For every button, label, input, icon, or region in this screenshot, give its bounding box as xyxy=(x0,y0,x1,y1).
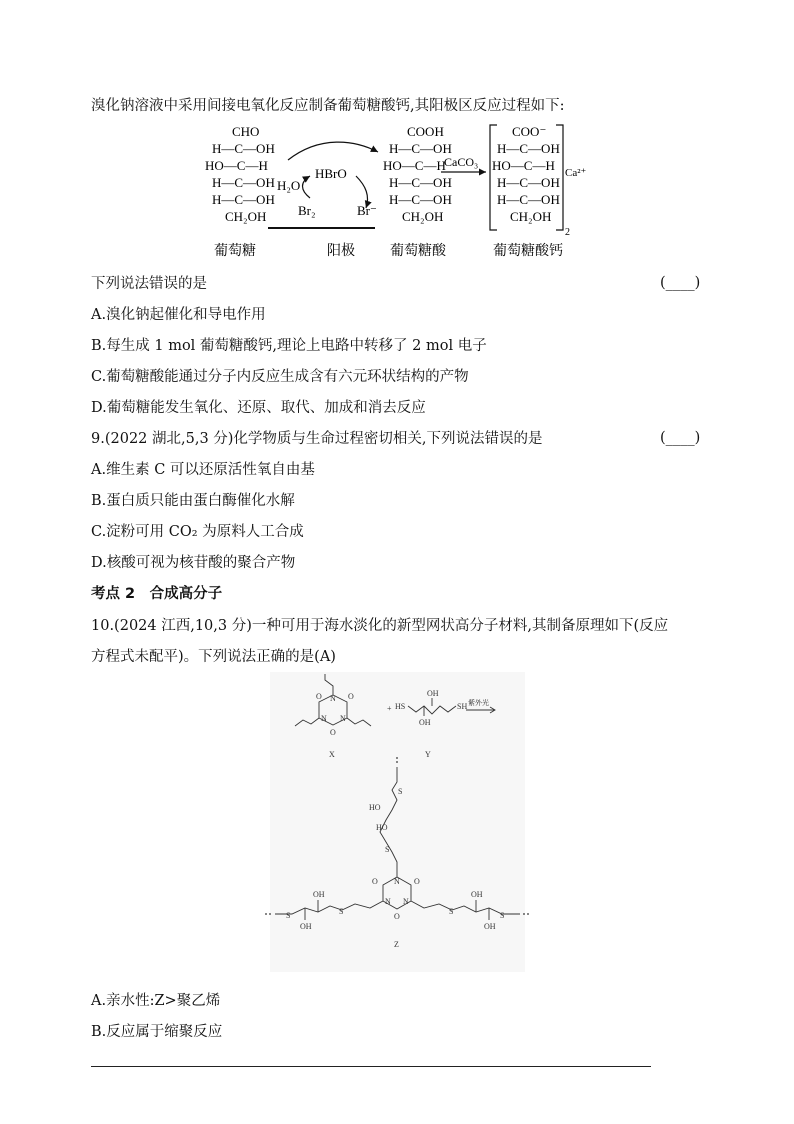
q10-stem-line-2: 方程式未配平)。下列说法正确的是(A) xyxy=(91,649,336,665)
chain-dot xyxy=(523,913,525,915)
glucose-row-2: H—C—OH xyxy=(212,141,275,156)
glucose-row-6: CH₂OH xyxy=(225,209,267,224)
cycle-arrow-left xyxy=(303,176,311,198)
z-left-oh-top-text: OH xyxy=(313,890,325,899)
z-label: Z xyxy=(394,940,399,949)
q9-option-c: C.淀粉可用 CO₂ 为原料人工合成 xyxy=(91,524,304,540)
q9-stem: 9.(2022 湖北,5,3 分)化学物质与生命过程密切相关,下列说法错误的是 xyxy=(91,431,543,447)
z-ho-1: HO xyxy=(369,803,381,812)
q8-answer-blank: (____) xyxy=(660,275,701,291)
acid-label: 葡萄糖酸 xyxy=(390,244,446,259)
acid-row-3: HO—C—H xyxy=(383,158,446,173)
salt-row-6: CH₂OH xyxy=(510,209,552,224)
glucose-label: 葡萄糖 xyxy=(214,244,256,259)
acid-row-5: H—C—OH xyxy=(389,192,452,207)
br-minus-text: Br⁻ xyxy=(357,203,377,218)
z-s-left-inner: S xyxy=(339,907,344,916)
z-ring-n-top: N xyxy=(394,877,400,886)
calcium-gluconate-structure xyxy=(490,124,587,259)
salt-row-4: H—C—OH xyxy=(497,175,560,190)
left-bracket xyxy=(490,125,497,230)
q8-option-c: C.葡萄糖酸能通过分子内反应生成含有六元环状结构的产物 xyxy=(91,369,469,385)
glucose-row-5: H—C—OH xyxy=(212,192,275,207)
salt-subscript: 2 xyxy=(565,227,570,238)
glucose-row-1: CHO xyxy=(232,124,260,139)
z-ho-2: HO xyxy=(376,823,388,832)
salt-row-2: H—C—OH xyxy=(497,141,560,156)
z-ring-n-right: N xyxy=(403,897,409,906)
y-hs: HS xyxy=(395,702,406,711)
z-s-mid: S xyxy=(385,845,390,854)
z-ring-o-left: O xyxy=(372,877,378,886)
polymer-synthesis-scheme xyxy=(0,672,794,982)
chain-dot xyxy=(396,761,398,763)
q9-option-b: B.蛋白质只能由蛋白酶催化水解 xyxy=(91,493,295,509)
x-ring-n-top: N xyxy=(330,694,336,703)
acid-row-6: CH₂OH xyxy=(402,209,444,224)
glucose-row-4: H—C—OH xyxy=(212,175,275,190)
z-left-oh-bottom-text: OH xyxy=(300,922,312,931)
chain-dot xyxy=(527,913,529,915)
z-ring-o-right: O xyxy=(414,877,420,886)
h2o-text: H₂O xyxy=(277,178,301,193)
z-s-left-outer: S xyxy=(286,911,291,920)
z-right-oh-bottom-text: OH xyxy=(484,922,496,931)
hbro-text: HBrO xyxy=(315,166,347,181)
anode-cycle xyxy=(268,142,378,259)
anode-label: 阳极 xyxy=(327,244,355,259)
q10-option-a: A.亲水性:Z>聚乙烯 xyxy=(91,993,221,1009)
chain-dot xyxy=(269,913,271,915)
x-ring-n-left: N xyxy=(321,714,327,723)
chain-dot xyxy=(396,757,398,759)
plus-sign: + xyxy=(387,704,392,713)
glucose-oxidation-scheme xyxy=(0,120,794,270)
z-ring-n-left: N xyxy=(385,897,391,906)
y-label: Y xyxy=(425,750,431,759)
y-sh: SH xyxy=(457,702,468,711)
intro-text: 溴化钠溶液中采用间接电氧化反应制备葡萄糖酸钙,其阳极区反应过程如下: xyxy=(91,98,565,114)
z-s-right-inner: S xyxy=(449,907,454,916)
q10-option-b: B.反应属于缩聚反应 xyxy=(91,1024,223,1040)
x-ring-o-bottom: O xyxy=(330,728,336,737)
gluconic-acid-structure xyxy=(383,124,452,259)
x-ring-o-top-left: O xyxy=(316,692,322,701)
y-oh-bottom: OH xyxy=(419,718,431,727)
y-oh-top: OH xyxy=(427,689,439,698)
q9-option-d: D.核酸可视为核苷酸的聚合产物 xyxy=(91,555,296,571)
acid-row-4: H—C—OH xyxy=(389,175,452,190)
x-ring-n-right: N xyxy=(340,714,346,723)
q10-stem-line-1: 10.(2024 江西,10,3 分)一种可用于海水淡化的新型网状高分子材料,其制备原理如下(反应 xyxy=(91,618,669,634)
salt-label: 葡萄糖酸钙 xyxy=(493,244,563,259)
x-label: X xyxy=(329,750,335,759)
z-s-right-outer: S xyxy=(500,911,505,920)
x-ring-o-top-right: O xyxy=(348,692,354,701)
z-s-top: S xyxy=(398,787,403,796)
caco3-text: CaCO₃ xyxy=(444,155,479,169)
br2-text: Br₂ xyxy=(298,203,316,218)
acid-row-1: COOH xyxy=(407,124,444,139)
cycle-arrow-top xyxy=(288,142,378,160)
acid-row-2: H—C—OH xyxy=(389,141,452,156)
q9-option-a: A.维生素 C 可以还原活性氧自由基 xyxy=(91,462,315,478)
uv-light-label: 紫外光 xyxy=(468,699,489,707)
q9-answer-blank: (____) xyxy=(660,430,701,446)
q8-option-b: B.每生成 1 mol 葡萄糖酸钙,理论上电路中转移了 2 mol 电子 xyxy=(91,338,487,354)
glucose-row-3: HO—C—H xyxy=(205,158,268,173)
page-bottom-rule xyxy=(91,1066,651,1067)
glucose-structure xyxy=(205,124,275,259)
salt-row-1: COO⁻ xyxy=(512,124,547,139)
salt-charge: Ca²⁺ xyxy=(565,167,587,179)
salt-row-3: HO—C—H xyxy=(492,158,555,173)
z-ring-o-bottom: O xyxy=(394,912,400,921)
q8-stem: 下列说法错误的是 xyxy=(91,276,207,292)
section-heading: 考点 2 合成高分子 xyxy=(91,586,223,602)
chain-dot xyxy=(265,913,267,915)
z-right-oh-top-text: OH xyxy=(471,890,483,899)
q8-option-d: D.葡萄糖能发生氧化、还原、取代、加成和消去反应 xyxy=(91,400,426,416)
salt-row-5: H—C—OH xyxy=(497,192,560,207)
q8-option-a: A.溴化钠起催化和导电作用 xyxy=(91,307,266,323)
